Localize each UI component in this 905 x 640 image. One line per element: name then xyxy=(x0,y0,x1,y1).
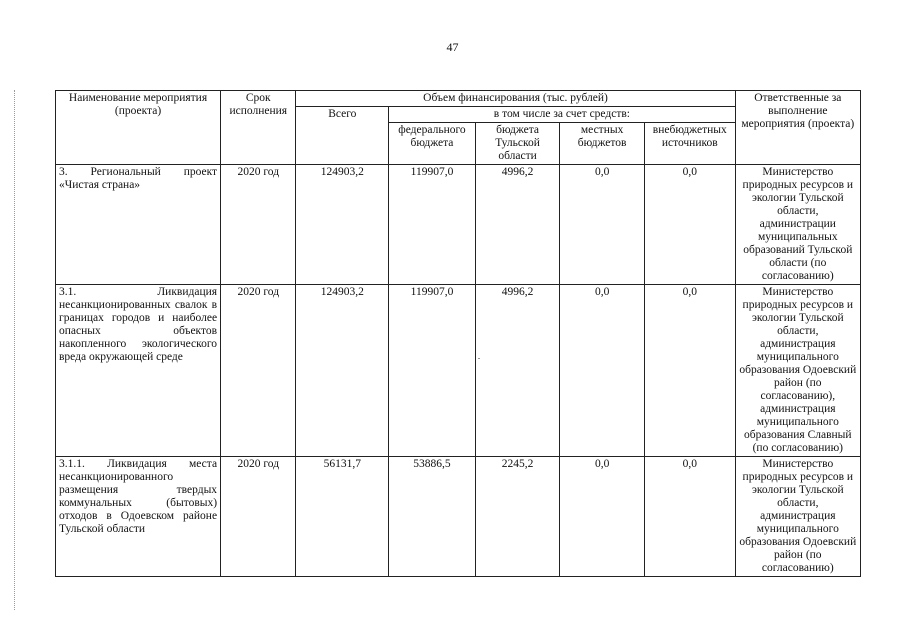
header-extra: внебюджетных источников xyxy=(644,123,735,165)
row-total: 124903,2 xyxy=(296,165,389,285)
header-regional: бюджета Тульской области xyxy=(475,123,560,165)
row-responsible: Министерство природных ресурсов и экологии Тульской области, администрация муниципального образования Одоевский район (по согласованию), администрация муниципального образования Славный (по согласованию) xyxy=(735,285,860,457)
row-federal: 119907,0 xyxy=(389,165,476,285)
row-federal: 119907,0 xyxy=(389,285,476,457)
row-responsible: Министерство природных ресурсов и экологии Тульской области, администрации муниципальных образований Тульской области (по согласованию) xyxy=(735,165,860,285)
table-row xyxy=(56,285,861,457)
header-responsible: Ответственные за выполнение мероприятия (проекта) xyxy=(735,91,860,165)
header-total: Всего xyxy=(296,107,389,165)
row-total: 124903,2 xyxy=(296,285,389,457)
table-row xyxy=(56,165,861,285)
row-local: 0,0 xyxy=(560,165,645,285)
row-local: 0,0 xyxy=(560,457,645,577)
row-regional: 4996,2 xyxy=(475,285,560,457)
header-federal: федерального бюджета xyxy=(389,123,476,165)
row-extra: 0,0 xyxy=(644,165,735,285)
row-term: 2020 год xyxy=(221,285,296,457)
row-extra: 0,0 xyxy=(644,457,735,577)
row-responsible: Министерство природных ресурсов и экологии Тульской области, администрация муниципального образования Одоевский район (по согласованию) xyxy=(735,457,860,577)
row-term: 2020 год xyxy=(221,165,296,285)
row-name: 3.1.1. Ликвидация места несанкционированного размещения твердых коммунальных (бытовых) отходов в Одоевском районе Тульской области xyxy=(56,457,221,577)
binding-margin-line xyxy=(14,90,15,610)
row-regional: 4996,2 xyxy=(475,165,560,285)
header-local: местных бюджетов xyxy=(560,123,645,165)
header-including: в том числе за счет средств: xyxy=(389,107,735,123)
row-local: 0,0 xyxy=(560,285,645,457)
row-name: 3. Региональный проект «Чистая страна» xyxy=(56,165,221,285)
row-name: 3.1. Ликвидация несанкционированных свалок в границах городов и наиболее опасных объектов накопленного экологического вреда окружающей среде xyxy=(56,285,221,457)
table-row xyxy=(56,457,861,577)
row-regional: 2245,2 xyxy=(475,457,560,577)
header-term: Срок исполнения xyxy=(221,91,296,165)
header-name: Наименование мероприятия (проекта) xyxy=(56,91,221,165)
row-total: 56131,7 xyxy=(296,457,389,577)
page-number: 47 xyxy=(446,40,459,54)
header-financing: Объем финансирования (тыс. рублей) xyxy=(296,91,735,107)
scan-speck xyxy=(478,358,480,359)
financing-table xyxy=(55,90,861,577)
row-term: 2020 год xyxy=(221,457,296,577)
header-row-1 xyxy=(56,91,861,107)
row-federal: 53886,5 xyxy=(389,457,476,577)
row-extra: 0,0 xyxy=(644,285,735,457)
